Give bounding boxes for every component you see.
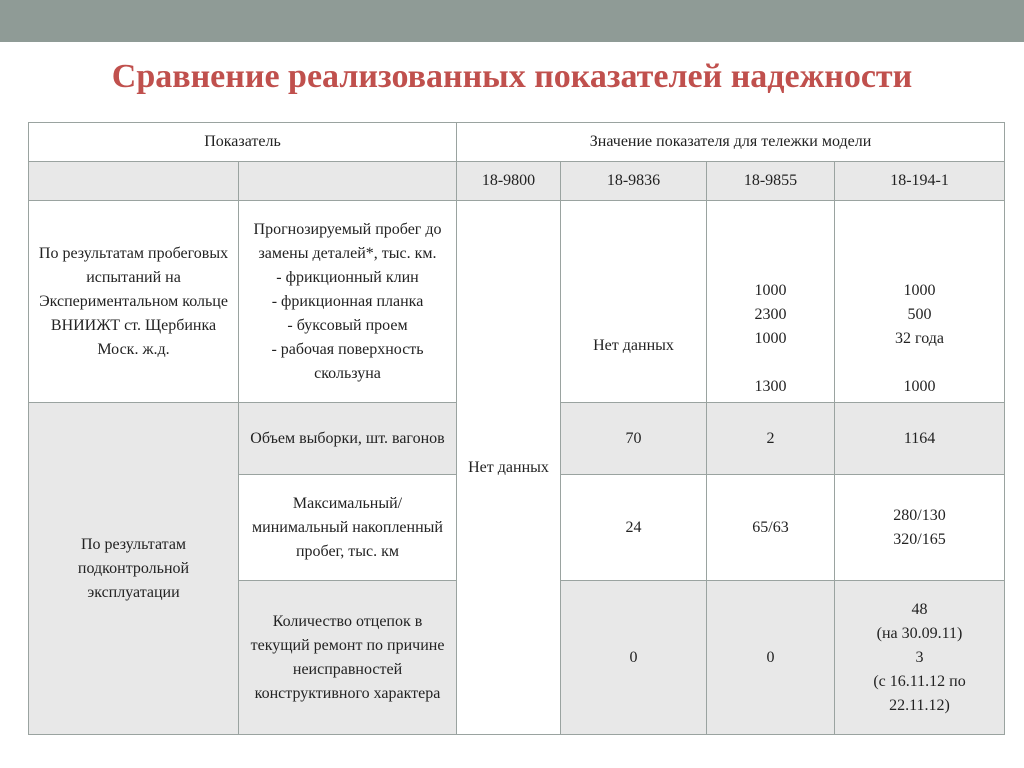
empty-cell xyxy=(29,162,239,201)
section2-row2-indicator: Максимальный/ минимальный накопленный пробег, тыс. км xyxy=(239,475,457,581)
section2-row1-indicator: Объем выборки, шт. вагонов xyxy=(239,403,457,475)
section1-label: По результатам пробеговых испытаний на Экспериментальном кольце ВНИИЖТ ст. Щербинка Моск. ж.д. xyxy=(29,201,239,403)
model-18-9836: 18-9836 xyxy=(561,162,707,201)
section2-row1-9836: 70 xyxy=(561,403,707,475)
section2-row3-194-1: 48 (на 30.09.11) 3 (с 16.11.12 по 22.11.12) xyxy=(835,581,1005,735)
model-18-9800: 18-9800 xyxy=(457,162,561,201)
section1-194-1: 1000 500 32 года 1000 xyxy=(835,201,1005,403)
section1-9855: 1000 2300 1000 1300 xyxy=(707,201,835,403)
section1-9836: Нет данных xyxy=(561,201,707,403)
model-9800-no-data: Нет данных xyxy=(457,201,561,735)
header-row xyxy=(29,123,1005,162)
reliability-table xyxy=(28,122,1005,735)
section2-row3-9836: 0 xyxy=(561,581,707,735)
section2-row2-194-1: 280/130 320/165 xyxy=(835,475,1005,581)
section2-row3-indicator: Количество отцепок в текущий ремонт по причине неисправностей конструктивного характера xyxy=(239,581,457,735)
slide-title: Сравнение реализованных показателей надежности xyxy=(111,58,913,95)
section1-row xyxy=(29,201,1005,403)
header-value: Значение показателя для тележки модели xyxy=(457,123,1005,162)
models-row xyxy=(29,162,1005,201)
top-bar xyxy=(0,0,1024,42)
section2-row2-9855: 65/63 xyxy=(707,475,835,581)
section2-label: По результатам подконтрольной эксплуатации xyxy=(29,403,239,735)
section2-row1-194-1: 1164 xyxy=(835,403,1005,475)
section1-indicator: Прогнозируемый пробег до замены деталей*, тыс. км. - фрикционный клин - фрикционная планка - буксовый проем - рабочая поверхность скользуна xyxy=(239,201,457,403)
model-18-194-1: 18-194-1 xyxy=(835,162,1005,201)
empty-cell xyxy=(239,162,457,201)
section2-row1-9855: 2 xyxy=(707,403,835,475)
header-indicator: Показатель xyxy=(29,123,457,162)
section2-row2-9836: 24 xyxy=(561,475,707,581)
section2-row3-9855: 0 xyxy=(707,581,835,735)
model-18-9855: 18-9855 xyxy=(707,162,835,201)
